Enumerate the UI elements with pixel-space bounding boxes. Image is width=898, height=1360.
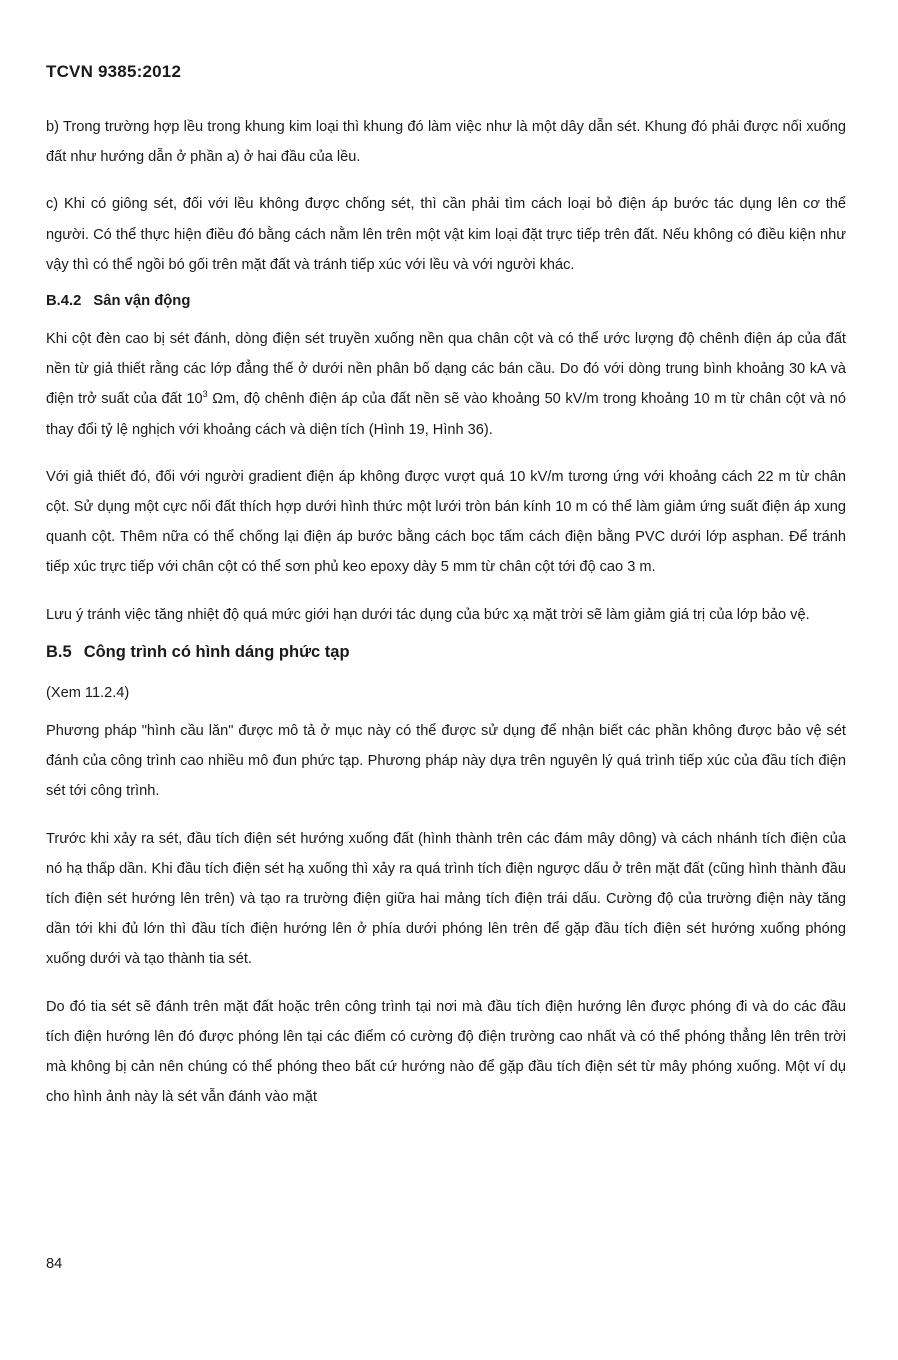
paragraph-stadium-1-text: Khi cột đèn cao bị sét đánh, dòng điện sét truyền xuống nền qua chân cột và có thể ước lượng độ chênh điện áp của đất nền từ giả thiết rằng các lớp đẳng thế ở dưới nền phân bố dạng các bán cầu. Do đó với dòng trung bình khoảng 30 kA và điện trở suất của đất 10 <box>46 331 846 408</box>
section-heading-b5 <box>46 638 846 666</box>
paragraph-b5-3: Do đó tia sét sẽ đánh trên mặt đất hoặc trên công trình tại nơi mà đầu tích điện hướng lên được phóng đi và do các đầu tích điện hướng lên đó được phóng lên tại các điểm có cường độ điện trường cao nhất và có thể phóng thẳng lên trên trời mà không bị cản nên chúng có thể phóng theo bất cứ hướng nào để gặp đầu tích điện sét từ mây phóng xuống. Một ví dụ cho hình ảnh này là sét vẫn đánh vào mặt <box>46 998 846 1106</box>
see-reference: (Xem 11.2.4) <box>46 684 130 701</box>
paragraph-b: b) Trong trường hợp lều trong khung kim loại thì khung đó làm việc như là một dây dẫn sét. Khung đó phải được nối xuống đất như hướng dẫn ở phần a) ở hai đầu của lều. <box>46 119 846 166</box>
paragraph-b5-1: Phương pháp "hình cầu lăn" được mô tả ở mục này có thể được sử dụng để nhận biết các phần không được bảo vệ sét đánh của công trình cao nhiều mô đun phức tạp. Phương pháp này dựa trên nguyên lý quá trình tiếp xúc của đầu tích điện sét tới công trình. <box>46 723 846 800</box>
paragraph-b5-2: Trước khi xảy ra sét, đầu tích điện sét hướng xuống đất (hình thành trên các đám mây dông) và cách nhánh tích điện của nó hạ thấp dần. Khi đầu tích điện sét hạ xuống thì xảy ra quá trình tích điện ngược dấu ở trên mặt đất (cũng hình thành đầu tích điện sét hướng lên trên) và tạo ra trường điện giữa hai mảng tích điện trái dấu. Cường độ của trường điện này tăng dần tới khi đủ lớn thì đầu tích điện hướng lên ở phía dưới phóng lên trên để gặp đầu tích điện sét hướng xuống phóng xuống dưới và tạo thành tia sét. <box>46 830 846 968</box>
section-title: Công trình có hình dáng phức tạp <box>83 642 350 661</box>
document-code: TCVN 9385:2012 <box>46 62 182 81</box>
paragraph-c: c) Khi có giông sét, đối với lều không được chống sét, thì cần phải tìm cách loại bỏ điện áp bước tác dụng lên cơ thể người. Có thể thực hiện điều đó bằng cách nằm lên trên một vật kim loại đặt trực tiếp trên đất. Nếu không có điều kiện như vậy thì có thể ngồi bó gối trên mặt đất và tránh tiếp xúc với lều và với người khác. <box>46 196 846 273</box>
subsection-title: Sân vận động <box>93 293 191 310</box>
paragraph-stadium-1-text-cont: Ωm, độ chênh điện áp của đất nền sẽ vào khoảng 50 kV/m trong khoảng 10 m từ chân cột và nó thay đổi tỷ lệ nghịch với khoảng cách và diện tích (Hình 19, Hình 36). <box>46 391 846 438</box>
document-page <box>46 62 846 1129</box>
subsection-heading-b42 <box>46 288 846 314</box>
subsection-number: B.4.2 <box>46 293 82 310</box>
paragraph-stadium-1 <box>46 324 846 445</box>
exponent: 3 <box>202 389 208 400</box>
page-number: 84 <box>46 1256 63 1272</box>
paragraph-stadium-3: Lưu ý tránh việc tăng nhiệt độ quá mức giới hạn dưới tác dụng của bức xạ mặt trời sẽ làm giảm giá trị của lớp bảo vệ. <box>46 606 810 623</box>
section-number: B.5 <box>46 642 72 661</box>
paragraph-stadium-2: Với giả thiết đó, đối với người gradient điện áp không được vượt quá 10 kV/m tương ứng với khoảng cách 22 m từ chân cột. Sử dụng một cực nối đất thích hợp dưới hình thức một lưới tròn bán kính 10 m có thể làm giảm ứng suất điện áp xung quanh cột. Thêm nữa có thể chống lại điện áp bước bằng cách bọc tấm cách điện bằng PVC dưới lớp asphan. Để tránh tiếp xúc trực tiếp với chân cột có thể sơn phủ keo epoxy dày 5 mm từ chân cột tới độ cao 3 m. <box>46 468 846 576</box>
